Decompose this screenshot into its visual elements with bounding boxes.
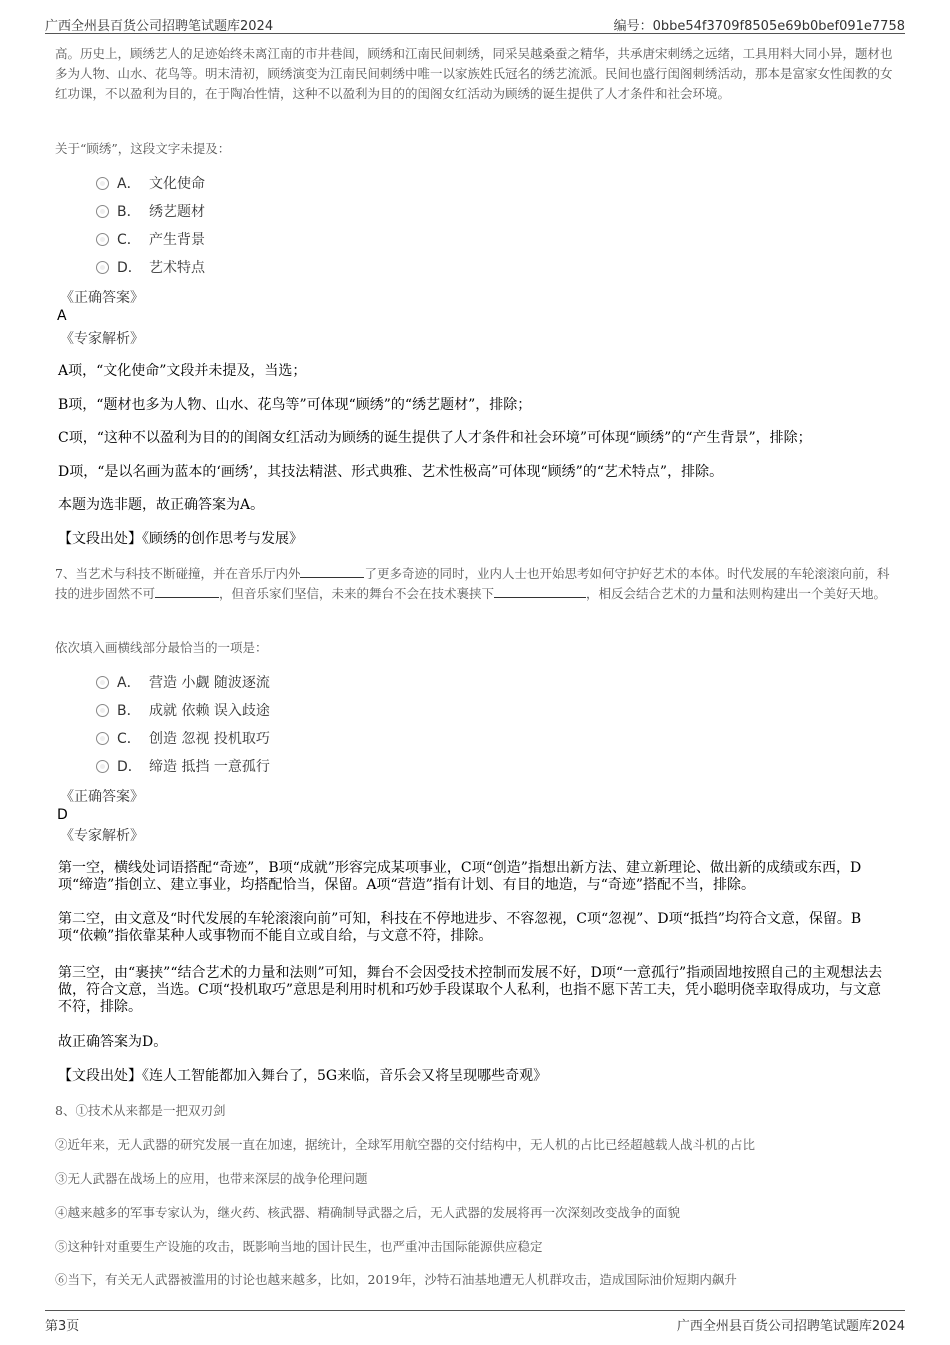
q7-blank-1 xyxy=(300,565,364,578)
q8-line-3: ③无人武器在战场上的应用，也带来深层的战争伦理问题 xyxy=(55,1171,368,1186)
page-footer xyxy=(45,1313,905,1333)
header-divider xyxy=(45,33,905,34)
q8-line-2: ②近年来，无人武器的研究发展一直在加速，据统计，全球军用航空器的交付结构中，无人机的占比已经超越载人战斗机的占比 xyxy=(55,1137,756,1152)
q7-passage-part2: 了更多奇迹的同时，业内人士也开始思考如何守护好艺术的本体。时代发展的车轮滚滚向前，科技的进步固然不可 xyxy=(55,566,890,601)
header-title: 广西全州县百货公司招聘笔试题库2024 xyxy=(45,19,274,34)
option-letter: C． xyxy=(117,232,141,248)
q6-option-d[interactable] xyxy=(96,258,205,278)
radio-icon[interactable] xyxy=(96,704,109,717)
q8-line-4: ④越来越多的军事专家认为，继火药、核武器、精确制导武器之后，无人武器的发展将再一次深刻改变战争的面貌 xyxy=(55,1205,681,1220)
option-text: 缔造 抵挡 一意孤行 xyxy=(149,759,270,775)
q6-answer-label: 《正确答案》 xyxy=(60,290,144,306)
q6-analysis-b: B项，“题材也多为人物、山水、花鸟等”可体现“顾绣”的“绣艺题材”，排除； xyxy=(58,397,532,413)
q7-analysis-blank1: 第一空，横线处词语搭配“奇迹”，B项“成就”形容完成某项事业，C项“创造”指想出新方法、建立新理论、做出新的成绩或东西，D项“缔造”指创立、建立事业，均搭配恰当，保留。A项“营造”指有计划、有目的地造，与“奇迹”搭配不当，排除。 xyxy=(58,860,862,893)
q7-answer-label: 《正确答案》 xyxy=(60,789,144,805)
q6-analysis-d: D项，“是以名画为蓝本的‘画绣’，其技法精湛、形式典雅、艺术性极高”可体现“顾绣”的“艺术特点”，排除。 xyxy=(58,464,724,480)
q6-stem: 关于“顾绣”，这段文字未提及： xyxy=(55,141,231,156)
q7-passage-part3: ，但音乐家们坚信，未来的舞台不会在技术裹挟下 xyxy=(219,586,495,601)
q6-analysis-c: C项，“这种不以盈利为目的的闺阁女红活动为顾绣的诞生提供了人才条件和社会环境”可体现“顾绣”的“产生背景”，排除； xyxy=(58,430,812,446)
page-header xyxy=(45,12,905,32)
option-text: 绣艺题材 xyxy=(149,204,205,220)
option-letter: A． xyxy=(117,675,141,691)
q6-source: 【文段出处】《顾绣的创作思考与发展》 xyxy=(58,531,303,547)
q7-option-a[interactable] xyxy=(96,673,270,693)
option-text: 成就 依赖 误入歧途 xyxy=(149,703,270,719)
q7-conclusion: 故正确答案为D。 xyxy=(58,1034,168,1050)
q7-passage-part1: 7、当艺术与科技不断碰撞，并在音乐厅内外 xyxy=(55,566,301,581)
q7-analysis-blank2: 第二空，由文意及“时代发展的车轮滚滚向前”可知，科技在不停地进步、不容忽视，C项“忽视”、D项“抵挡”均符合文意，保留。B项“依赖”指依靠某种人或事物而不能自立或自给，与文意不符，排除。 xyxy=(58,911,862,944)
q8-line-6: ⑥当下，有关无人武器被滥用的讨论也越来越多，比如，2019年，沙特石油基地遭无人机群攻击，造成国际油价短期内飙升 xyxy=(55,1272,737,1287)
option-text: 文化使命 xyxy=(149,176,205,192)
q7-passage-part4: ，相反会结合艺术的力量和法则构建出一个美好天地。 xyxy=(586,586,887,601)
option-text: 产生背景 xyxy=(149,232,205,248)
option-letter: A． xyxy=(117,176,141,192)
q6-answer: A xyxy=(57,308,67,324)
q6-option-c[interactable] xyxy=(96,230,205,250)
q6-option-b[interactable] xyxy=(96,202,205,222)
option-text: 创造 忽视 投机取巧 xyxy=(149,731,270,747)
footer-title: 广西全州县百货公司招聘笔试题库2024 xyxy=(676,1319,905,1334)
page-number: 第3页 xyxy=(45,1319,80,1334)
header-serial-number: 编号：0bbe54f3709f8505e69b0bef091e7758 xyxy=(613,19,905,34)
option-letter: D． xyxy=(117,260,142,276)
q7-source: 【文段出处】《连人工智能都加入舞台了，5G来临，音乐会又将呈现哪些奇观》 xyxy=(58,1068,548,1084)
q6-conclusion: 本题为选非题，故正确答案为A。 xyxy=(58,497,265,513)
q7-stem: 依次填入画横线部分最恰当的一项是： xyxy=(55,640,268,655)
radio-icon[interactable] xyxy=(96,732,109,745)
q7-answer: D xyxy=(57,807,68,823)
q7-blank-3 xyxy=(494,585,586,598)
radio-icon[interactable] xyxy=(96,261,109,274)
q6-passage: 高。历史上，顾绣艺人的足迹始终未离江南的市井巷闾，顾绣和江南民间刺绣，同采吴越桑蚕之精华，共承唐宋刺绣之远绪，工具用料大同小异，题材也多为人物、山水、花鸟等。明末清初，顾绣演变为江南民间刺绣中唯一以家族姓氏冠名的绣艺流派。民间也盛行闺阁刺绣活动，那本是富家女性闺教的女红功课，不以盈利为目的，在于陶冶性情，这种不以盈利为目的的闺阁女红活动为顾绣的诞生提供了人才条件和社会环境。 xyxy=(55,46,893,101)
q7-analysis-label: 《专家解析》 xyxy=(60,828,144,844)
q6-option-a[interactable] xyxy=(96,174,205,194)
option-letter: C． xyxy=(117,731,141,747)
option-letter: D． xyxy=(117,759,142,775)
q7-passage xyxy=(55,564,895,604)
option-letter: B． xyxy=(117,703,141,719)
radio-icon[interactable] xyxy=(96,760,109,773)
q6-analysis-label: 《专家解析》 xyxy=(60,331,144,347)
option-letter: B． xyxy=(117,204,141,220)
radio-icon[interactable] xyxy=(96,233,109,246)
q7-blank-2 xyxy=(155,585,219,598)
q8-line-5: ⑤这种针对重要生产设施的攻击，既影响当地的国计民生，也严重冲击国际能源供应稳定 xyxy=(55,1239,543,1254)
q7-option-b[interactable] xyxy=(96,701,270,721)
radio-icon[interactable] xyxy=(96,205,109,218)
radio-icon[interactable] xyxy=(96,676,109,689)
option-text: 艺术特点 xyxy=(149,260,205,276)
q7-option-d[interactable] xyxy=(96,757,270,777)
option-text: 营造 小觑 随波逐流 xyxy=(149,675,270,691)
q8-line-1: 8、①技术从来都是一把双刃剑 xyxy=(55,1103,226,1118)
q6-analysis-a: A项，“文化使命”文段并未提及，当选； xyxy=(58,363,307,379)
q7-analysis-blank3: 第三空，由“裹挟”“结合艺术的力量和法则”可知，舞台不会因受技术控制而发展不好，D项“一意孤行”指顽固地按照自己的主观想法去做，符合文意，当选。C项“投机取巧”意思是利用时机和巧妙手段谋取个人私利，也指不愿下苦工夫，凭小聪明侥幸取得成功，与文意不符，排除。 xyxy=(58,965,883,1015)
footer-divider xyxy=(45,1310,905,1311)
q7-option-c[interactable] xyxy=(96,729,270,749)
radio-icon[interactable] xyxy=(96,177,109,190)
